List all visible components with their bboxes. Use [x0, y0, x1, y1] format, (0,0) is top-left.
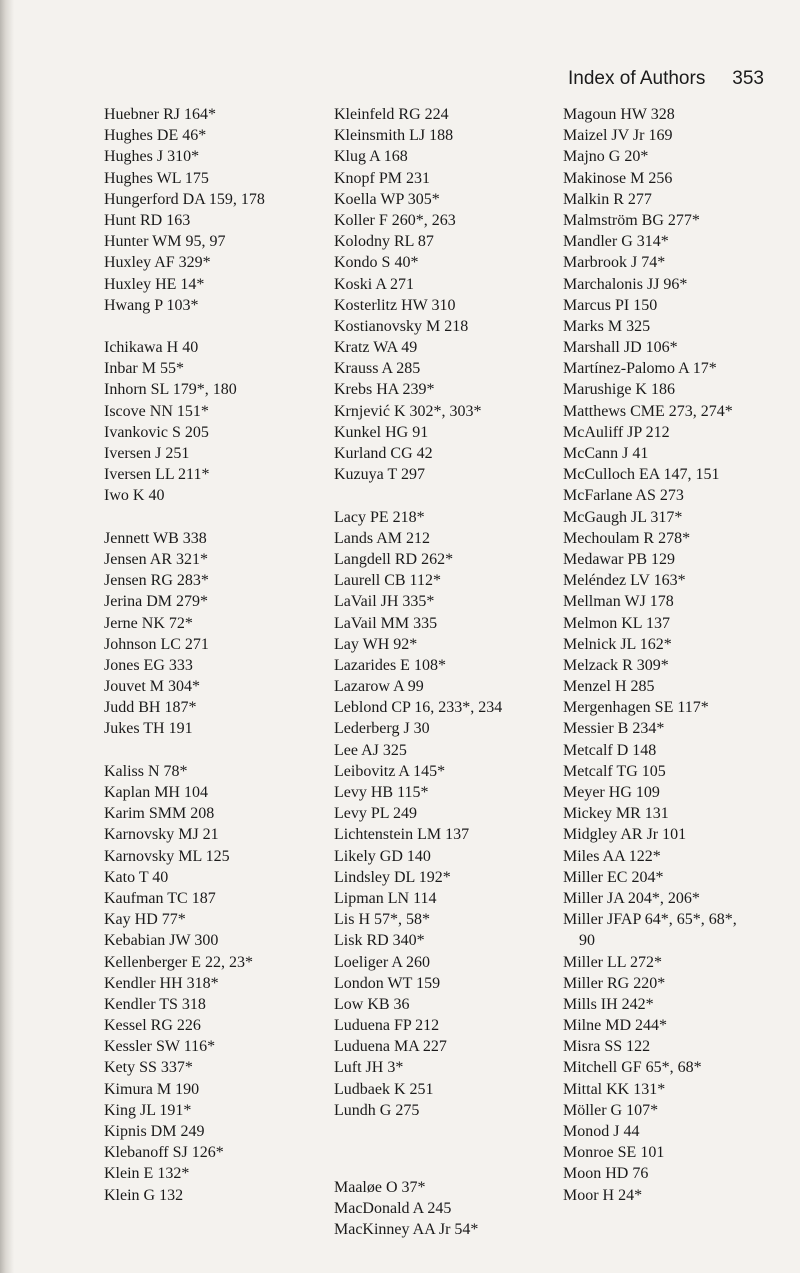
index-entry: Huebner RJ 164* — [104, 106, 216, 123]
index-entry: Marshall JD 106* — [563, 339, 678, 357]
index-entry: Kessler SW 116* — [104, 1038, 216, 1056]
index-entry: Likely GD 140 — [334, 847, 431, 865]
index-entry: Jukes TH 191 — [104, 720, 193, 738]
index-entry: Marks M 325 — [563, 317, 651, 335]
index-entry: Mergenhagen SE 117* — [563, 699, 709, 717]
index-column-3 — [563, 104, 737, 1206]
index-entry: Jensen RG 283* — [104, 572, 209, 590]
index-entry: Melnick JL 162* — [563, 635, 672, 653]
index-entry: Kaliss N 78* — [104, 762, 188, 780]
index-entry: Midgley AR Jr 101 — [563, 826, 687, 844]
index-entry: Huxley AF 329* — [104, 254, 211, 272]
index-entry: Lay WH 92* — [334, 635, 418, 653]
index-entry: MacDonald A 245 — [334, 1200, 452, 1218]
index-entry: Klug A 168 — [334, 148, 408, 166]
letter-group-gap — [334, 1121, 502, 1177]
index-entry: Iscove NN 151* — [104, 402, 209, 420]
index-entry: Milne MD 244* — [563, 1017, 667, 1035]
index-entry: Kondo S 40* — [334, 254, 419, 272]
index-entry: Kay HD 77* — [104, 911, 186, 929]
index-entry: Marbrook J 74* — [563, 254, 666, 272]
index-entry: Mills IH 242* — [563, 995, 654, 1013]
running-title: Index of Authors — [568, 68, 706, 89]
index-entry: LaVail JH 335* — [334, 593, 435, 611]
index-entry: Mitchell GF 65*, 68* — [563, 1059, 702, 1077]
index-entry: Kostianovsky M 218 — [334, 317, 469, 335]
index-entry: Mickey MR 131 — [563, 805, 669, 823]
index-entry: Koella WP 305* — [334, 190, 440, 208]
index-entry: Hwang P 103* — [104, 296, 199, 314]
index-entry: McGaugh JL 317* — [563, 508, 683, 526]
index-entry: Jensen AR 321* — [104, 550, 208, 568]
index-entry: Jerne NK 72* — [104, 614, 193, 632]
index-entry: Lee AJ 325 — [334, 741, 407, 759]
index-entry: Majno G 20* — [563, 148, 649, 166]
index-entry: Maizel JV Jr 169 — [563, 127, 673, 145]
index-entry: Moon HD 76 — [563, 1165, 649, 1183]
index-entry: Karim SMM 208 — [104, 805, 215, 823]
index-entry: Kosterlitz HW 310 — [334, 296, 456, 314]
index-entry: Hunt RD 163 — [104, 211, 191, 229]
index-entry: Loeliger A 260 — [334, 953, 430, 971]
index-entry: Jennett WB 338 — [104, 529, 207, 547]
index-entry: Levy PL 249 — [334, 805, 417, 823]
page-number: 353 — [732, 68, 764, 89]
index-entry: Miller RG 220* — [563, 974, 666, 992]
letter-group-gap — [104, 507, 265, 528]
index-entry: Lis H 57*, 58* — [334, 911, 430, 929]
letter-group-gap — [334, 485, 502, 506]
index-entry: Laurell CB 112* — [334, 572, 441, 590]
index-entry: Ludbaek K 251 — [334, 1080, 434, 1098]
index-entry: Inhorn SL 179*, 180 — [104, 381, 237, 399]
index-entry: Kuzuya T 297 — [334, 466, 425, 484]
index-entry: Huxley HE 14* — [104, 275, 205, 293]
index-entry: Miller EC 204* — [563, 868, 664, 886]
index-entry: Matthews CME 273, 274* — [563, 402, 733, 420]
index-entry: Marushige K 186 — [563, 381, 675, 399]
index-entry: Meléndez LV 163* — [563, 572, 686, 590]
index-entry: McFarlane AS 273 — [563, 487, 684, 505]
index-entry: Kolodny RL 87 — [334, 233, 434, 251]
index-entry: Levy HB 115* — [334, 784, 429, 801]
index-entry: Mittal KK 131* — [563, 1080, 666, 1098]
index-entry: Kipnis DM 249 — [104, 1123, 205, 1140]
index-entry: Luduena FP 212 — [334, 1017, 440, 1035]
index-entry: Krauss A 285 — [334, 360, 421, 378]
index-entry: Jerina DM 279* — [104, 593, 208, 611]
index-entry: Iwo K 40 — [104, 487, 165, 505]
index-entry: Kratz WA 49 — [334, 339, 418, 357]
index-entry: Menzel H 285 — [563, 678, 655, 696]
index-entry: Lindsley DL 192* — [334, 868, 451, 886]
index-entry: Koski A 271 — [334, 275, 415, 293]
index-entry: Melmon KL 137 — [563, 614, 670, 632]
index-entry: Kimura M 190 — [104, 1080, 200, 1098]
index-entry: Moor H 24* — [563, 1186, 643, 1204]
running-head — [568, 68, 764, 90]
index-entry: Hughes DE 46* — [104, 127, 207, 145]
index-entry: Lazarides E 108* — [334, 656, 446, 674]
index-entry: Misra SS 122 — [563, 1038, 651, 1056]
index-entry: Marcus PI 150 — [563, 296, 658, 314]
index-entry: Miller LL 272* — [563, 953, 662, 971]
index-entry: Kessel RG 226 — [104, 1017, 201, 1035]
index-entry: Lazarow A 99 — [334, 678, 424, 696]
index-entry: Iversen J 251 — [104, 445, 190, 462]
index-entry: Knopf PM 231 — [334, 169, 431, 187]
index-entry: McCulloch EA 147, 151 — [563, 466, 720, 484]
index-entry: Hughes WL 175 — [104, 169, 209, 187]
index-entry: Kety SS 337* — [104, 1059, 193, 1077]
index-entry: McAuliff JP 212 — [563, 423, 670, 441]
index-entry: Kato T 40 — [104, 868, 169, 886]
index-entry: Krnjević K 302*, 303* — [334, 402, 482, 420]
index-entry: LaVail MM 335 — [334, 614, 438, 632]
index-entry: Messier B 234* — [563, 720, 665, 738]
index-entry: Hughes J 310* — [104, 148, 200, 166]
index-entry: Kaufman TC 187 — [104, 889, 216, 907]
index-entry: Lundh G 275 — [334, 1101, 420, 1119]
index-entry: Luduena MA 227 — [334, 1038, 447, 1056]
index-entry: Kellenberger E 22, 23* — [104, 953, 253, 971]
index-entry: Ichikawa H 40 — [104, 339, 199, 357]
index-entry: Lands AM 212 — [334, 529, 430, 547]
index-entry: Luft JH 3* — [334, 1059, 404, 1077]
index-column-1 — [104, 104, 265, 1206]
page-binding-edge — [0, 0, 14, 1273]
index-entry: Monod J 44 — [563, 1123, 640, 1140]
index-entry: Langdell RD 262* — [334, 550, 454, 568]
index-entry: Karnovsky ML 125 — [104, 847, 230, 865]
index-entry: Lacy PE 218* — [334, 508, 425, 526]
index-entry: McCann J 41 — [563, 445, 649, 462]
index-entry: Klein G 132 — [104, 1186, 184, 1204]
index-entry: Miller JFAP 64*, 65*, 68*, — [563, 911, 737, 929]
index-entry: Monroe SE 101 — [563, 1144, 665, 1162]
index-entry: Leblond CP 16, 233*, 234 — [334, 699, 503, 717]
index-entry: Jouvet M 304* — [104, 678, 200, 696]
index-entry: Metcalf TG 105 — [563, 762, 666, 780]
index-entry: Ivankovic S 205 — [104, 423, 209, 441]
index-entry: Leibovitz A 145* — [334, 762, 446, 780]
index-column-2 — [334, 104, 502, 1241]
index-entry: Mellman WJ 178 — [563, 593, 674, 611]
index-entry: Maaløe O 37* — [334, 1179, 426, 1196]
index-entry: Lisk RD 340* — [334, 932, 425, 950]
index-entry: Marchalonis JJ 96* — [563, 275, 688, 293]
index-entry: Hunter WM 95, 97 — [104, 233, 226, 251]
index-entry: Hungerford DA 159, 178 — [104, 190, 265, 208]
index-entry: Kendler TS 318 — [104, 995, 206, 1013]
index-entry: Kendler HH 318* — [104, 974, 219, 992]
index-entry: Low KB 36 — [334, 995, 410, 1013]
index-entry: King JL 191* — [104, 1101, 192, 1119]
index-entry: Makinose M 256 — [563, 169, 673, 187]
index-entry: Kleinfeld RG 224 — [334, 106, 449, 123]
index-entry: Martínez-Palomo A 17* — [563, 360, 717, 378]
index-entry: Miles AA 122* — [563, 847, 661, 865]
index-entry: Kunkel HG 91 — [334, 423, 429, 441]
letter-group-gap — [104, 316, 265, 337]
index-entry: Jones EG 333 — [104, 656, 193, 674]
index-entry: Lichtenstein LM 137 — [334, 826, 470, 844]
index-entry: Kebabian JW 300 — [104, 932, 219, 950]
index-entry: Mandler G 314* — [563, 233, 669, 251]
index-entry: Karnovsky MJ 21 — [104, 826, 219, 844]
index-entry: Iversen LL 211* — [104, 466, 210, 484]
index-entry: Mechoulam R 278* — [563, 529, 691, 547]
index-entry: Klebanoff SJ 126* — [104, 1144, 224, 1162]
index-entry: Malkin R 277 — [563, 190, 652, 208]
index-entry: Miller JA 204*, 206* — [563, 889, 700, 907]
index-entry: Möller G 107* — [563, 1101, 659, 1119]
index-entry: Meyer HG 109 — [563, 784, 660, 801]
index-entry: Medawar PB 129 — [563, 550, 675, 568]
index-entry: Judd BH 187* — [104, 699, 197, 717]
index-entry: Krebs HA 239* — [334, 381, 435, 399]
index-entry: 90 — [579, 932, 595, 950]
index-entry: Lederberg J 30 — [334, 720, 430, 738]
index-entry: Lipman LN 114 — [334, 889, 437, 907]
index-entry: MacKinney AA Jr 54* — [334, 1221, 479, 1239]
index-entry: Johnson LC 271 — [104, 635, 209, 653]
index-entry: Inbar M 55* — [104, 360, 184, 378]
index-entry: Magoun HW 328 — [563, 106, 675, 123]
index-entry: Klein E 132* — [104, 1165, 190, 1183]
index-entry: Kleinsmith LJ 188 — [334, 127, 454, 145]
index-entry: Kurland CG 42 — [334, 445, 433, 462]
index-entry: Koller F 260*, 263 — [334, 211, 456, 229]
letter-group-gap — [104, 740, 265, 761]
index-entry: Melzack R 309* — [563, 656, 669, 674]
index-entry: Metcalf D 148 — [563, 741, 657, 759]
index-entry: Kaplan MH 104 — [104, 784, 208, 801]
index-entry: London WT 159 — [334, 974, 441, 992]
index-entry: Malmström BG 277* — [563, 211, 700, 229]
